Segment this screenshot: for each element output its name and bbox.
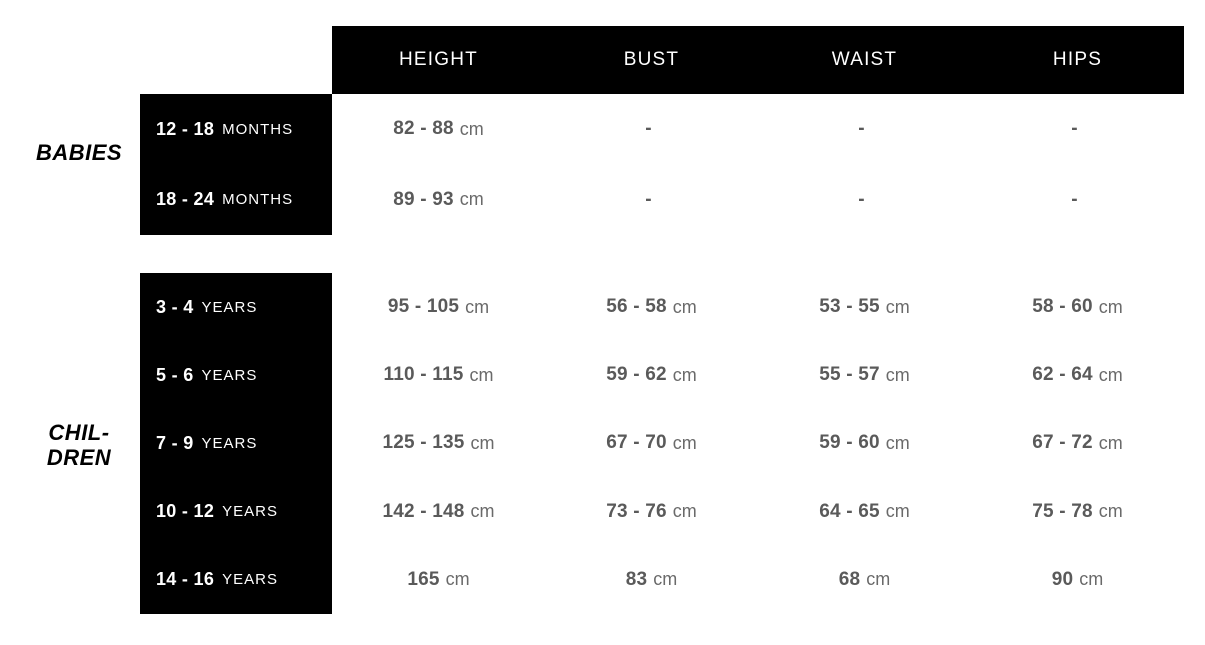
cell-value: 58 - 60 xyxy=(1032,296,1093,318)
size-range: 7 - 9 xyxy=(156,432,194,453)
group-label-children: CHIL- DREN xyxy=(46,420,112,471)
table-row xyxy=(332,165,1184,236)
cell-unit: cm xyxy=(459,118,484,139)
column-header-bust: BUST xyxy=(623,49,680,70)
cell-unit: cm xyxy=(672,501,697,522)
cell-unit: cm xyxy=(1098,296,1123,317)
cell-waist xyxy=(758,341,971,409)
table-row xyxy=(332,478,1184,546)
cell-unit: cm xyxy=(469,364,494,385)
table-row xyxy=(332,409,1184,477)
cell-height xyxy=(332,546,545,614)
cell-height xyxy=(332,341,545,409)
cell-value: 110 - 115 xyxy=(383,364,464,386)
cell-unit: cm xyxy=(885,364,910,385)
cell-height xyxy=(332,165,545,236)
size-unit: MONTHS xyxy=(222,120,294,138)
cell-value: 59 - 60 xyxy=(819,432,880,454)
size-range: 14 - 16 xyxy=(156,569,215,590)
cell-unit: cm xyxy=(1079,569,1104,590)
cell-unit: cm xyxy=(465,296,490,317)
cell-height xyxy=(332,478,545,546)
cell-value: 125 - 135 xyxy=(382,432,465,454)
size-unit: MONTHS xyxy=(222,191,294,209)
size-unit: YEARS xyxy=(201,298,258,316)
cell-height xyxy=(332,273,545,341)
cell-unit: cm xyxy=(1098,501,1123,522)
cell-value: 59 - 62 xyxy=(606,364,667,386)
cell-bust xyxy=(545,273,758,341)
cell-value: 73 - 76 xyxy=(606,500,667,522)
cell-value: 67 - 70 xyxy=(606,432,667,454)
cell-unit: cm xyxy=(459,189,484,210)
cell-value: - xyxy=(1071,188,1078,210)
cell-unit: cm xyxy=(672,296,697,317)
cell-bust xyxy=(545,478,758,546)
table-row xyxy=(332,273,1184,341)
cell-value: - xyxy=(645,118,652,140)
size-range: 12 - 18 xyxy=(156,118,215,139)
data-area-babies xyxy=(332,94,1184,235)
table-header-row xyxy=(332,26,1184,94)
column-header-waist: WAIST xyxy=(831,49,898,70)
size-range: 18 - 24 xyxy=(156,189,215,210)
cell-unit: cm xyxy=(1098,364,1123,385)
cell-value: 165 xyxy=(407,568,440,590)
cell-value: 82 - 88 xyxy=(393,118,454,140)
cell-bust xyxy=(545,165,758,236)
cell-height xyxy=(332,409,545,477)
cell-bust xyxy=(545,341,758,409)
cell-unit: cm xyxy=(470,501,495,522)
size-label-row xyxy=(140,409,332,477)
cell-unit: cm xyxy=(885,501,910,522)
cell-hips xyxy=(971,273,1184,341)
column-header-hips: HIPS xyxy=(1052,49,1103,70)
data-area-children xyxy=(332,273,1184,614)
group-label-babies: BABIES xyxy=(35,140,123,165)
cell-waist xyxy=(758,409,971,477)
cell-value: - xyxy=(858,118,865,140)
cell-bust xyxy=(545,546,758,614)
cell-value: - xyxy=(858,188,865,210)
size-unit: YEARS xyxy=(222,571,278,589)
cell-waist xyxy=(758,94,971,165)
size-label-row xyxy=(140,478,332,546)
cell-unit: cm xyxy=(866,569,891,590)
cell-unit: cm xyxy=(470,432,495,453)
cell-value: 67 - 72 xyxy=(1032,432,1093,454)
size-label-row xyxy=(140,341,332,409)
cell-hips xyxy=(971,94,1184,165)
size-label-row xyxy=(140,546,332,614)
cell-value: 142 - 148 xyxy=(382,500,465,522)
cell-value: 68 xyxy=(838,568,861,590)
cell-value: 62 - 64 xyxy=(1032,364,1093,386)
cell-unit: cm xyxy=(653,569,678,590)
cell-waist xyxy=(758,546,971,614)
cell-hips xyxy=(971,165,1184,236)
cell-height xyxy=(332,94,545,165)
cell-bust xyxy=(545,409,758,477)
cell-unit: cm xyxy=(672,364,697,385)
cell-value: 83 xyxy=(625,568,648,590)
size-range: 10 - 12 xyxy=(156,501,215,522)
cell-value: - xyxy=(645,188,652,210)
cell-value: 90 xyxy=(1051,568,1074,590)
cell-unit: cm xyxy=(445,569,470,590)
table-row xyxy=(332,341,1184,409)
cell-hips xyxy=(971,546,1184,614)
cell-hips xyxy=(971,478,1184,546)
size-unit: YEARS xyxy=(201,434,258,452)
cell-unit: cm xyxy=(672,432,697,453)
cell-value: 89 - 93 xyxy=(393,188,454,210)
cell-hips xyxy=(971,409,1184,477)
cell-value: 53 - 55 xyxy=(819,296,880,318)
cell-waist xyxy=(758,165,971,236)
size-column-babies xyxy=(140,94,332,235)
cell-value: 56 - 58 xyxy=(606,296,667,318)
size-range: 3 - 4 xyxy=(156,296,194,317)
cell-value: - xyxy=(1071,118,1078,140)
column-header-height: HEIGHT xyxy=(399,49,478,70)
cell-unit: cm xyxy=(885,432,910,453)
size-range: 5 - 6 xyxy=(156,364,194,385)
cell-value: 64 - 65 xyxy=(819,500,880,522)
cell-bust xyxy=(545,94,758,165)
size-label-row xyxy=(140,165,332,236)
cell-unit: cm xyxy=(1098,432,1123,453)
size-unit: YEARS xyxy=(201,366,258,384)
size-label-row xyxy=(140,273,332,341)
cell-value: 75 - 78 xyxy=(1032,500,1093,522)
cell-unit: cm xyxy=(885,296,910,317)
cell-value: 95 - 105 xyxy=(387,296,460,318)
table-row xyxy=(332,546,1184,614)
cell-value: 55 - 57 xyxy=(819,364,880,386)
cell-waist xyxy=(758,273,971,341)
size-column-children xyxy=(140,273,332,614)
size-label-row xyxy=(140,94,332,165)
table-row xyxy=(332,94,1184,165)
cell-hips xyxy=(971,341,1184,409)
size-unit: YEARS xyxy=(222,503,278,521)
cell-waist xyxy=(758,478,971,546)
